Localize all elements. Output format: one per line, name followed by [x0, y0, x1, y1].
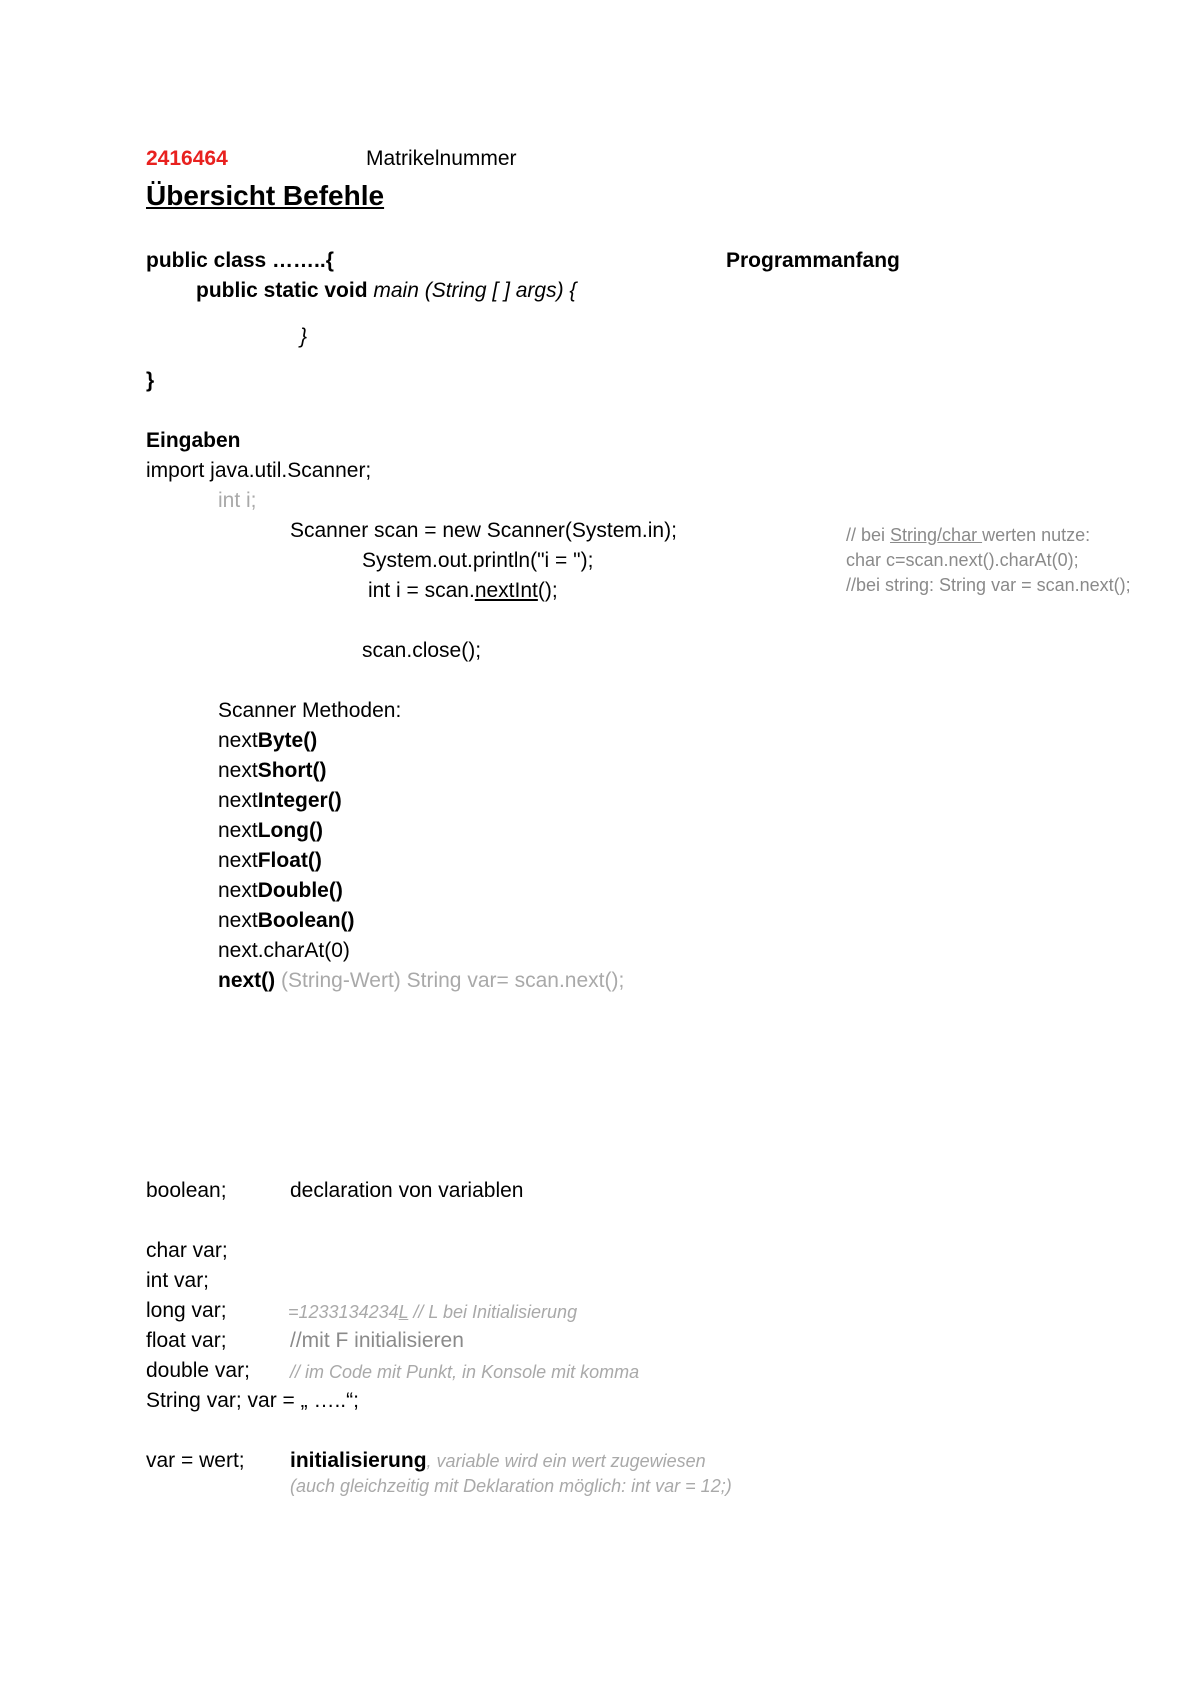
initialization-note-1: , variable wird ein wert zugewiesen [426, 1451, 706, 1471]
long-declaration: long var; [146, 1299, 227, 1322]
student-id: 2416464 [146, 147, 228, 170]
main-method-line [196, 280, 576, 301]
method-item: next.charAt(0) [218, 939, 350, 962]
double-declaration: double var; [146, 1359, 250, 1382]
long-note: =1233134234L // L bei Initialisierung [288, 1302, 578, 1322]
initialization-heading: initialisierung [290, 1449, 427, 1472]
program-start-note: Programmanfang [726, 249, 900, 272]
read-suffix: (); [537, 579, 558, 602]
float-declaration: float var; [146, 1329, 227, 1352]
comment-line-3: //bei string: String var = scan.next(); [846, 575, 1131, 595]
string-declaration: String var; var = „ …..“; [146, 1389, 359, 1412]
int-declaration: int i; [218, 489, 257, 512]
comment-1-underlined: String/char [890, 525, 983, 545]
method-item: nextDouble() [218, 879, 343, 902]
initialization-line [290, 1450, 706, 1471]
read-int-line [368, 580, 558, 601]
method-item: nextInteger() [218, 789, 342, 812]
assignment-line: var = wert; [146, 1449, 245, 1472]
method-item: nextLong() [218, 819, 323, 842]
scanner-close-line: scan.close(); [362, 639, 482, 662]
outer-closing-brace: } [146, 369, 155, 392]
comment-1-suffix: werten nutze: [982, 525, 1091, 545]
method-item: nextByte() [218, 729, 318, 752]
student-id-label: Matrikelnummer [366, 147, 517, 170]
read-prefix: int i = scan. [368, 579, 475, 602]
float-note: //mit F initialisieren [290, 1329, 464, 1352]
method-item-next [218, 970, 624, 991]
main-prefix: public static void [196, 279, 374, 302]
page-title: Übersicht Befehle [146, 180, 385, 211]
scanner-creation: Scanner scan = new Scanner(System.in); [290, 519, 677, 542]
next-method: next() [218, 969, 276, 992]
read-method: nextInt [474, 579, 538, 602]
next-method-note: (String-Wert) String var= scan.next(); [275, 969, 625, 992]
inner-closing-brace: } [300, 325, 308, 348]
initialization-note-2: (auch gleichzeitig mit Deklaration möglich: int var = 12;) [290, 1476, 732, 1496]
method-item: nextFloat() [218, 849, 322, 872]
class-declaration: public class ……..{ [146, 249, 334, 272]
boolean-line: boolean; [146, 1179, 227, 1202]
scanner-methods-heading: Scanner Methoden: [218, 699, 402, 722]
input-heading: Eingaben [146, 429, 241, 452]
import-line: import java.util.Scanner; [146, 459, 372, 482]
comment-1-prefix: // bei [846, 525, 891, 545]
println-line: System.out.println("i = "); [362, 549, 594, 572]
comment-line-1 [846, 526, 1090, 544]
char-declaration: char var; [146, 1239, 228, 1262]
method-item: nextShort() [218, 759, 327, 782]
main-signature: main (String [ ] args) { [373, 279, 577, 302]
double-note: // im Code mit Punkt, in Konsole mit komma [290, 1362, 640, 1382]
declaration-heading: declaration von variablen [290, 1179, 524, 1202]
method-item: nextBoolean() [218, 909, 355, 932]
int-var-declaration: int var; [146, 1269, 210, 1292]
comment-line-2: char c=scan.next().charAt(0); [846, 550, 1079, 570]
